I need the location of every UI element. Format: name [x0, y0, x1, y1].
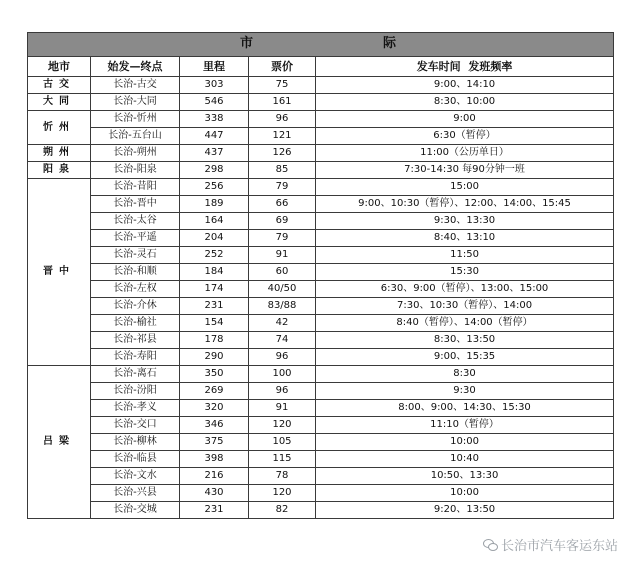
distance-cell: 189 [180, 196, 249, 213]
city-cell: 阳泉 [28, 162, 91, 179]
table-row [28, 400, 614, 417]
distance-cell: 338 [180, 111, 249, 128]
table-row [28, 468, 614, 485]
distance-cell: 164 [180, 213, 249, 230]
fare-cell: 96 [249, 383, 316, 400]
schedule-cell: 11:50 [316, 247, 614, 264]
distance-cell: 430 [180, 485, 249, 502]
distance-cell: 320 [180, 400, 249, 417]
fare-cell: 120 [249, 485, 316, 502]
route-cell: 长治-柳林 [91, 434, 180, 451]
distance-cell: 178 [180, 332, 249, 349]
table-row [28, 179, 614, 196]
distance-cell: 447 [180, 128, 249, 145]
table-row [28, 383, 614, 400]
header-distance: 里程 [180, 57, 249, 77]
route-cell: 长治-灵石 [91, 247, 180, 264]
schedule-cell: 15:00 [316, 179, 614, 196]
table-row [28, 162, 614, 179]
city-cell: 忻州 [28, 111, 91, 145]
distance-cell: 546 [180, 94, 249, 111]
table-body [28, 77, 614, 519]
title-cell [28, 33, 614, 57]
distance-cell: 154 [180, 315, 249, 332]
route-cell: 长治-昔阳 [91, 179, 180, 196]
header-fare: 票价 [249, 57, 316, 77]
table-row [28, 434, 614, 451]
distance-cell: 252 [180, 247, 249, 264]
route-cell: 长治-忻州 [91, 111, 180, 128]
fare-cell: 60 [249, 264, 316, 281]
schedule-cell: 11:10（暂停） [316, 417, 614, 434]
route-cell: 长治-离石 [91, 366, 180, 383]
table-row [28, 145, 614, 162]
route-cell: 长治-大同 [91, 94, 180, 111]
route-cell: 长治-左权 [91, 281, 180, 298]
city-cell: 古交 [28, 77, 91, 94]
schedule-cell: 8:30、10:00 [316, 94, 614, 111]
schedule-cell: 15:30 [316, 264, 614, 281]
table-row [28, 485, 614, 502]
fare-cell: 40/50 [249, 281, 316, 298]
fare-cell: 115 [249, 451, 316, 468]
fare-cell: 96 [249, 349, 316, 366]
fare-cell: 96 [249, 111, 316, 128]
fare-cell: 121 [249, 128, 316, 145]
distance-cell: 346 [180, 417, 249, 434]
table-row [28, 349, 614, 366]
fare-cell: 82 [249, 502, 316, 519]
fare-cell: 83/88 [249, 298, 316, 315]
table-row [28, 451, 614, 468]
distance-cell: 231 [180, 502, 249, 519]
city-cell: 朔州 [28, 145, 91, 162]
table-row [28, 332, 614, 349]
table-row [28, 366, 614, 383]
route-cell: 长治-介休 [91, 298, 180, 315]
route-cell: 长治-交口 [91, 417, 180, 434]
route-cell: 长治-和顺 [91, 264, 180, 281]
table-row [28, 264, 614, 281]
schedule-cell: 8:00、9:00、14:30、15:30 [316, 400, 614, 417]
distance-cell: 303 [180, 77, 249, 94]
route-cell: 长治-五台山 [91, 128, 180, 145]
route-cell: 长治-祁县 [91, 332, 180, 349]
distance-cell: 298 [180, 162, 249, 179]
table-row [28, 417, 614, 434]
route-cell: 长治-临县 [91, 451, 180, 468]
watermark-text: 长治市汽车客运东站 [500, 539, 618, 554]
schedule-cell: 8:40（暂停）、14:00（暂停） [316, 315, 614, 332]
fare-cell: 100 [249, 366, 316, 383]
fare-cell: 91 [249, 247, 316, 264]
table-row [28, 315, 614, 332]
schedule-cell: 6:30、9:00（暂停）、13:00、15:00 [316, 281, 614, 298]
schedule-cell: 6:30（暂停） [316, 128, 614, 145]
route-cell: 长治-太谷 [91, 213, 180, 230]
header-city: 地市 [28, 57, 91, 77]
fare-cell: 105 [249, 434, 316, 451]
schedule-cell: 7:30、10:30（暂停）、14:00 [316, 298, 614, 315]
distance-cell: 350 [180, 366, 249, 383]
table-row [28, 281, 614, 298]
fare-cell: 161 [249, 94, 316, 111]
table-row [28, 247, 614, 264]
schedule-cell: 10:50、13:30 [316, 468, 614, 485]
distance-cell: 216 [180, 468, 249, 485]
title-right: 际 [383, 36, 397, 51]
route-cell: 长治-阳泉 [91, 162, 180, 179]
schedule-cell: 9:00、14:10 [316, 77, 614, 94]
distance-cell: 174 [180, 281, 249, 298]
schedule-cell: 8:40、13:10 [316, 230, 614, 247]
schedule-cell: 8:30、13:50 [316, 332, 614, 349]
distance-cell: 290 [180, 349, 249, 366]
route-cell: 长治-晋中 [91, 196, 180, 213]
distance-cell: 437 [180, 145, 249, 162]
fare-cell: 69 [249, 213, 316, 230]
table-row [28, 111, 614, 128]
table-row [28, 213, 614, 230]
fare-cell: 120 [249, 417, 316, 434]
route-cell: 长治-兴县 [91, 485, 180, 502]
table-row [28, 196, 614, 213]
schedule-cell: 8:30 [316, 366, 614, 383]
schedule-cell: 10:00 [316, 434, 614, 451]
header-route: 始发—终点 [91, 57, 180, 77]
city-cell: 晋中 [28, 179, 91, 366]
route-cell: 长治-交城 [91, 502, 180, 519]
route-cell: 长治-朔州 [91, 145, 180, 162]
fare-cell: 126 [249, 145, 316, 162]
route-cell: 长治-古交 [91, 77, 180, 94]
route-cell: 长治-文水 [91, 468, 180, 485]
fare-cell: 42 [249, 315, 316, 332]
city-cell: 大同 [28, 94, 91, 111]
watermark [483, 535, 618, 554]
schedule-cell: 10:00 [316, 485, 614, 502]
table-row [28, 298, 614, 315]
fare-cell: 74 [249, 332, 316, 349]
fare-cell: 91 [249, 400, 316, 417]
header-row [28, 57, 614, 77]
route-cell: 长治-汾阳 [91, 383, 180, 400]
schedule-cell: 9:30 [316, 383, 614, 400]
distance-cell: 269 [180, 383, 249, 400]
wechat-icon [483, 539, 497, 551]
distance-cell: 184 [180, 264, 249, 281]
distance-cell: 231 [180, 298, 249, 315]
fare-cell: 66 [249, 196, 316, 213]
table-row [28, 230, 614, 247]
schedule-cell: 9:20、13:50 [316, 502, 614, 519]
schedule-cell: 7:30-14:30 每90分钟一班 [316, 162, 614, 179]
fare-cell: 79 [249, 230, 316, 247]
schedule-cell: 9:00 [316, 111, 614, 128]
schedule-cell: 11:00（公历单日） [316, 145, 614, 162]
schedule-cell: 9:30、13:30 [316, 213, 614, 230]
table-row [28, 128, 614, 145]
distance-cell: 256 [180, 179, 249, 196]
distance-cell: 375 [180, 434, 249, 451]
schedule-cell: 10:40 [316, 451, 614, 468]
distance-cell: 398 [180, 451, 249, 468]
schedule-cell: 9:00、15:35 [316, 349, 614, 366]
title-row [28, 33, 614, 57]
title-left: 市 [240, 36, 254, 51]
fare-cell: 79 [249, 179, 316, 196]
header-schedule: 发车时间 发班频率 [316, 57, 614, 77]
route-cell: 长治-寿阳 [91, 349, 180, 366]
schedule-table [27, 32, 614, 519]
fare-cell: 85 [249, 162, 316, 179]
route-cell: 长治-平遥 [91, 230, 180, 247]
fare-cell: 75 [249, 77, 316, 94]
table-row [28, 77, 614, 94]
fare-cell: 78 [249, 468, 316, 485]
city-cell: 吕梁 [28, 366, 91, 519]
table-row [28, 94, 614, 111]
schedule-cell: 9:00、10:30（暂停）、12:00、14:00、15:45 [316, 196, 614, 213]
route-cell: 长治-孝义 [91, 400, 180, 417]
route-cell: 长治-榆社 [91, 315, 180, 332]
table-row [28, 502, 614, 519]
distance-cell: 204 [180, 230, 249, 247]
